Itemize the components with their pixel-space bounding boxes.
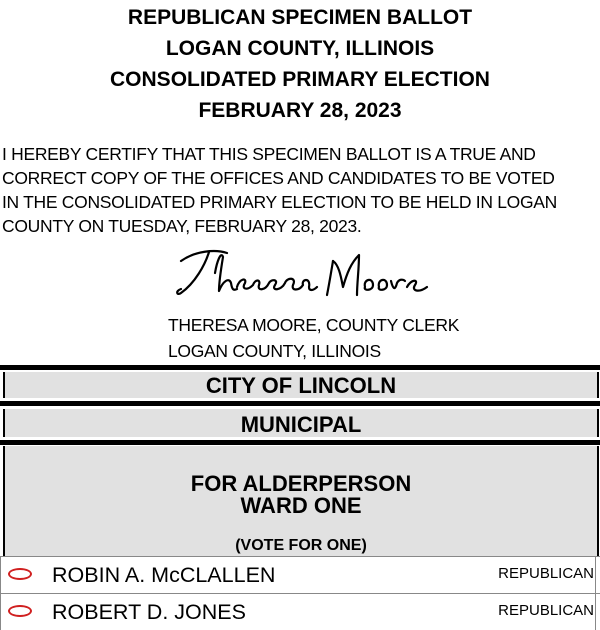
office-title-line1: FOR ALDERPERSON [190,471,412,496]
vote-for-instruction: (VOTE FOR ONE) [235,537,367,554]
section-municipal: MUNICIPAL [3,409,599,437]
divider-bar [0,401,600,406]
candidate-party: REPUBLICAN [498,602,594,619]
divider-bar [0,440,600,445]
ballot-date: FEBRUARY 28, 2023 [198,99,402,122]
office-title [5,473,597,517]
clerk-signature [175,243,430,305]
ballot-county: LOGAN COUNTY, ILLINOIS [165,37,435,60]
clerk-block [168,312,459,364]
candidate-party: REPUBLICAN [498,565,594,582]
clerk-county: LOGAN COUNTY, ILLINOIS [168,341,381,361]
vote-oval[interactable] [8,605,32,617]
certification-statement [2,142,598,238]
certification-line: IN THE CONSOLIDATED PRIMARY ELECTION TO BE HELD IN LOGAN [2,192,558,212]
section-city: CITY OF LINCOLN [3,372,599,398]
divider-bar [0,365,600,370]
candidate-name: ROBIN A. McCLALLEN [52,563,276,587]
office-title-line2: WARD ONE [240,493,362,518]
ballot-header [0,2,600,126]
ballot-election: CONSOLIDATED PRIMARY ELECTION [110,68,490,91]
candidate-name: ROBERT D. JONES [52,600,246,624]
candidate-row[interactable] [0,556,600,593]
contest-header [3,446,599,556]
certification-line: CORRECT COPY OF THE OFFICES AND CANDIDATES TO BE VOTED [2,168,555,188]
certification-line: I HEREBY CERTIFY THAT THIS SPECIMEN BALLOT IS A TRUE AND [2,144,536,164]
clerk-name-title: THERESA MOORE, COUNTY CLERK [168,315,460,335]
certification-line: COUNTY ON TUESDAY, FEBRUARY 28, 2023. [2,216,362,236]
ballot-title: REPUBLICAN SPECIMEN BALLOT [127,6,473,29]
candidate-row[interactable] [0,593,600,630]
vote-oval[interactable] [8,568,32,580]
